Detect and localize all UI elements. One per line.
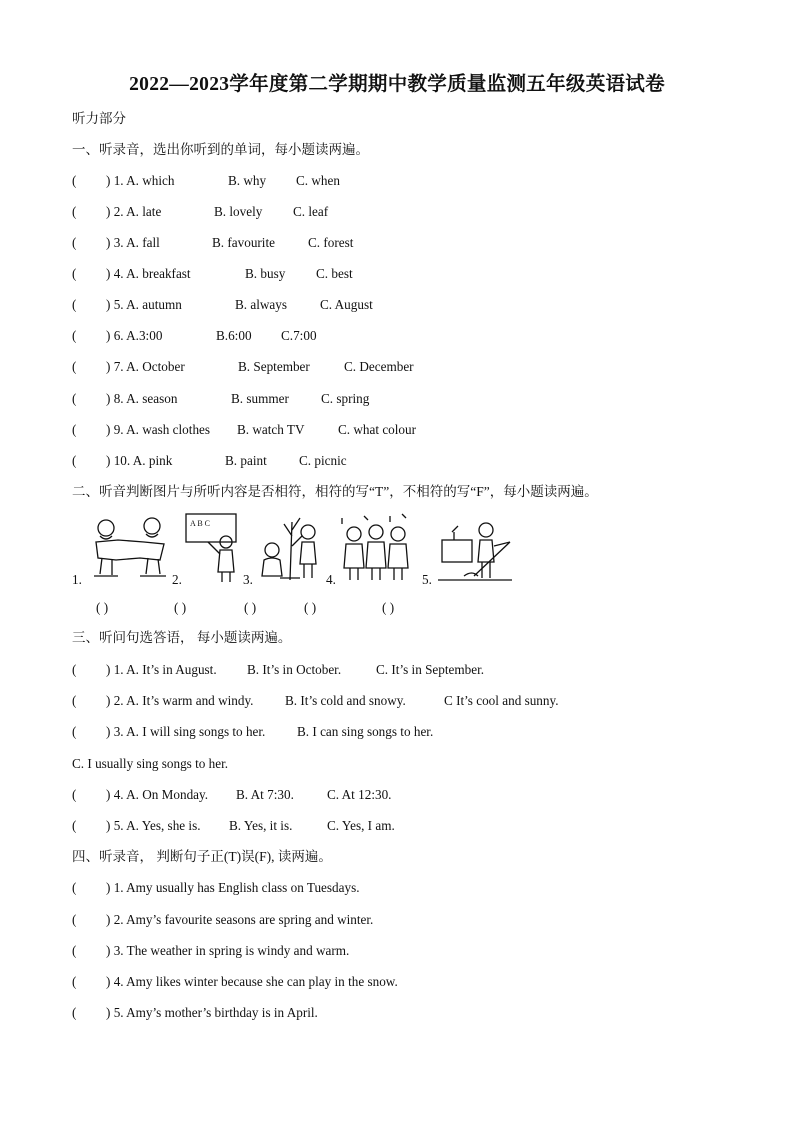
picture-label: 1. <box>72 572 82 587</box>
answer-paren: ( <box>72 974 77 989</box>
option-a: ) 1. A. which <box>106 173 175 188</box>
option-c: C. At 12:30. <box>327 787 392 802</box>
section1-heading: 一、听录音，选出你听到的单词，每小题读两遍。 <box>72 142 369 157</box>
option-a: ) 4. A. On Monday. <box>106 787 209 802</box>
option-b: B. September <box>238 359 310 374</box>
option-a: ) 1. A. It’s in August. <box>106 662 217 677</box>
option-b: B. Yes, it is. <box>229 818 293 833</box>
girl-sweeping-illustration <box>434 512 516 584</box>
answer-paren: ( <box>72 422 77 437</box>
answer-paren: ( <box>72 880 77 895</box>
option-b: B. why <box>228 173 267 188</box>
option-b: B. paint <box>225 453 267 468</box>
section4-heading: 四、听录音， 判断句子正(T)误(F), 读两遍。 <box>72 849 332 864</box>
answer-paren: ( <box>72 1005 77 1020</box>
picture-label: 3. <box>243 572 253 587</box>
option-a: ) 2. A. It’s warm and windy. <box>106 693 254 708</box>
answer-paren: ( <box>72 173 77 188</box>
option-a: ) 7. A. October <box>106 359 185 374</box>
statement: ) 3. The weather in spring is windy and warm. <box>106 943 350 958</box>
part-label: 听力部分 <box>72 111 126 126</box>
statement: ) 4. Amy likes winter because she can play in the snow. <box>106 974 398 989</box>
answer-paren: ( <box>72 693 77 708</box>
option-a: ) 8. A. season <box>106 391 178 406</box>
answer-paren: ( <box>72 787 77 802</box>
option-c: C. leaf <box>293 204 329 219</box>
option-c: C. spring <box>321 391 370 406</box>
answer-paren: ( <box>72 204 77 219</box>
option-c-wrapped: C. I usually sing songs to her. <box>72 756 229 771</box>
option-b: B. watch TV <box>237 422 305 437</box>
option-b: B. I can sing songs to her. <box>297 724 434 739</box>
statement: ) 2. Amy’s favourite seasons are spring and winter. <box>106 912 374 927</box>
option-c: C. best <box>316 266 353 281</box>
option-a: ) 9. A. wash clothes <box>106 422 211 437</box>
page-title: 2022—2023学年度第二学期期中教学质量监测五年级英语试卷 <box>129 74 665 95</box>
option-b: B.6:00 <box>216 328 252 343</box>
answer-paren: ( <box>72 662 77 677</box>
board-text: A B C <box>190 519 211 528</box>
option-a: ) 4. A. breakfast <box>106 266 191 281</box>
picture-label: 2. <box>172 572 182 587</box>
option-a: ) 2. A. late <box>106 204 162 219</box>
picture-row <box>72 512 532 622</box>
answer-paren: ( <box>72 943 77 958</box>
statement: ) 1. Amy usually has English class on Tuesdays. <box>106 880 360 895</box>
option-a: ) 6. A.3:00 <box>106 328 163 343</box>
answer-paren: ( ) <box>174 600 187 615</box>
option-c: C. Yes, I am. <box>327 818 395 833</box>
option-c: C. August <box>320 297 373 312</box>
option-b: B. favourite <box>212 235 275 250</box>
option-c: C It’s cool and sunny. <box>444 693 559 708</box>
answer-paren: ( <box>72 453 77 468</box>
answer-paren: ( ) <box>382 600 395 615</box>
section2-heading: 二、听音判断图片与所听内容是否相符，相符的写“T”，不相符的写“F”，每小题读两遍。 <box>72 484 598 499</box>
answer-paren: ( ) <box>96 600 109 615</box>
answer-paren: ( ) <box>244 600 257 615</box>
option-c: C.7:00 <box>281 328 317 343</box>
option-a: ) 3. A. I will sing songs to her. <box>106 724 266 739</box>
answer-paren: ( <box>72 359 77 374</box>
option-b: B. It’s in October. <box>247 662 342 677</box>
answer-paren: ( ) <box>304 600 317 615</box>
option-c: C. It’s in September. <box>376 662 485 677</box>
option-b: B. lovely <box>214 204 263 219</box>
picture-label: 5. <box>422 572 432 587</box>
section3-heading: 三、听问句选答语， 每小题读两遍。 <box>72 630 292 645</box>
option-c: C. forest <box>308 235 354 250</box>
answer-paren: ( <box>72 235 77 250</box>
kids-planting-tree-illustration <box>254 512 326 584</box>
teacher-blackboard-illustration <box>184 512 242 584</box>
option-b: B. At 7:30. <box>236 787 294 802</box>
girls-singing-illustration <box>338 512 412 584</box>
picture-label: 4. <box>326 572 336 587</box>
option-c: C. when <box>296 173 340 188</box>
option-b: B. It’s cold and snowy. <box>285 693 406 708</box>
option-a: ) 3. A. fall <box>106 235 160 250</box>
option-b: B. busy <box>245 266 286 281</box>
answer-paren: ( <box>72 297 77 312</box>
option-b: B. summer <box>231 391 289 406</box>
option-c: C. December <box>344 359 414 374</box>
statement: ) 5. Amy’s mother’s birthday is in April. <box>106 1005 318 1020</box>
kids-folding-cloth-illustration <box>84 512 176 584</box>
answer-paren: ( <box>72 724 77 739</box>
answer-paren: ( <box>72 266 77 281</box>
answer-paren: ( <box>72 391 77 406</box>
answer-paren: ( <box>72 818 77 833</box>
option-c: C. picnic <box>299 453 347 468</box>
answer-paren: ( <box>72 912 77 927</box>
option-b: B. always <box>235 297 288 312</box>
answer-paren: ( <box>72 328 77 343</box>
option-a: ) 5. A. Yes, she is. <box>106 818 201 833</box>
option-a: ) 5. A. autumn <box>106 297 182 312</box>
option-a: ) 10. A. pink <box>106 453 173 468</box>
option-c: C. what colour <box>338 422 417 437</box>
